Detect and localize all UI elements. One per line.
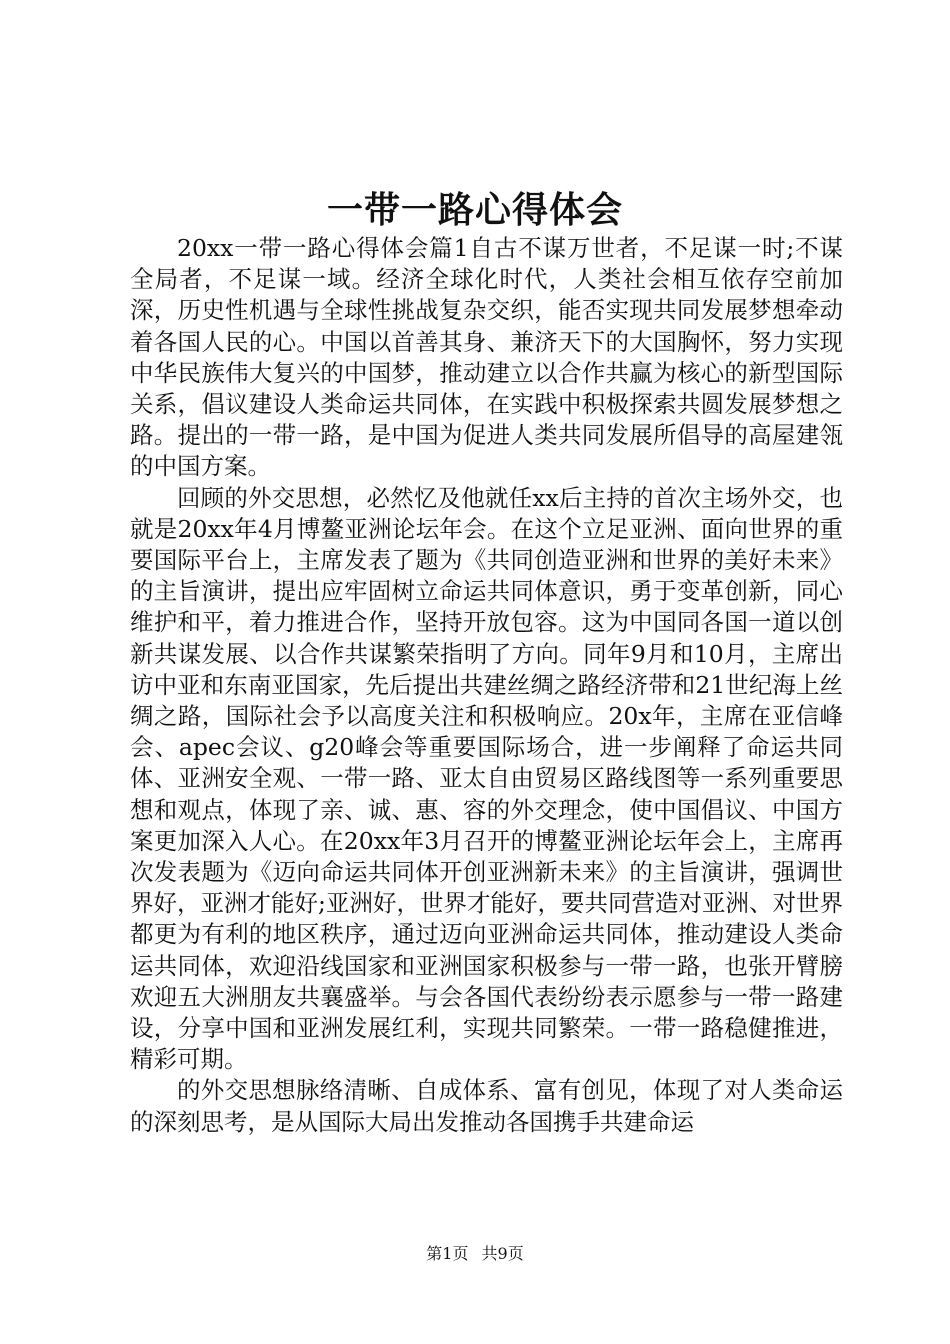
paragraph-3: 的外交思想脉络清晰、自成体系、富有创见，体现了对人类命运的深刻思考，是从国际大局出发推动各国携手共建命运 (130, 1076, 843, 1136)
paragraph-2: 回顾的外交思想，必然忆及他就任xx后主持的首次主场外交，也就是20xx年4月博鳌亚洲论坛年会。在这个立足亚洲、面向世界的重要国际平台上，主席发表了题为《共同创造亚洲和世界的美好未来》的主旨演讲，提出应牢固树立命运共同体意识，勇于变革创新，同心维护和平，着力推进合作，坚持开放包容。这为中国同各国一道以创新共谋发展、以合作共谋繁荣指明了方向。同年9月和10月，主席出访中亚和东南亚国家，先后提出共建丝绸之路经济带和21世纪海上丝绸之路，国际社会予以高度关注和积极响应。20x年，主席在亚信峰会、apec会议、g20峰会等重要国际场合，进一步阐释了命运共同体、亚洲安全观、一带一路、亚太自由贸易区路线图等一系列重要思想和观点，体现了亲、诚、惠、容的外交理念，使中国倡议、中国方案更加深入人心。在20xx年3月召开的博鳌亚洲论坛年会上，主席再次发表题为《迈向命运共同体开创亚洲新未来》的主旨演讲，强调世界好，亚洲才能好;亚洲好，世界才能好，要共同营造对亚洲、对世界都更为有利的地区秩序，通过迈向亚洲命运共同体，推动建设人类命运共同体，欢迎沿线国家和亚洲国家积极参与一带一路，也张开臂膀欢迎五大洲朋友共襄盛举。与会各国代表纷纷表示愿参与一带一路建设，分享中国和亚洲发展红利，实现共同繁荣。一带一路稳健推进，精彩可期。 (130, 483, 843, 1074)
page-number-total: 共9页 (481, 1244, 524, 1263)
paragraph-1: 20xx一带一路心得体会篇1自古不谋万世者，不足谋一时;不谋全局者，不足谋一域。经济全球化时代，人类社会相互依存空前加深，历史性机遇与全球性挑战复杂交织，能否实现共同发展梦想牵动着各国人民的心。中国以首善其身、兼济天下的大国胸怀，努力实现中华民族伟大复兴的中国梦，推动建立以合作共赢为核心的新型国际关系，倡议建设人类命运共同体，在实践中积极探索共圆发展梦想之路。提出的一带一路，是中国为促进人类共同发展所倡导的高屋建瓴的中国方案。 (130, 234, 843, 481)
page-number-current: 第1页 (426, 1244, 469, 1263)
document-body (130, 233, 843, 1138)
document-title: 一带一路心得体会 (326, 189, 623, 231)
page-footer (0, 1242, 950, 1266)
